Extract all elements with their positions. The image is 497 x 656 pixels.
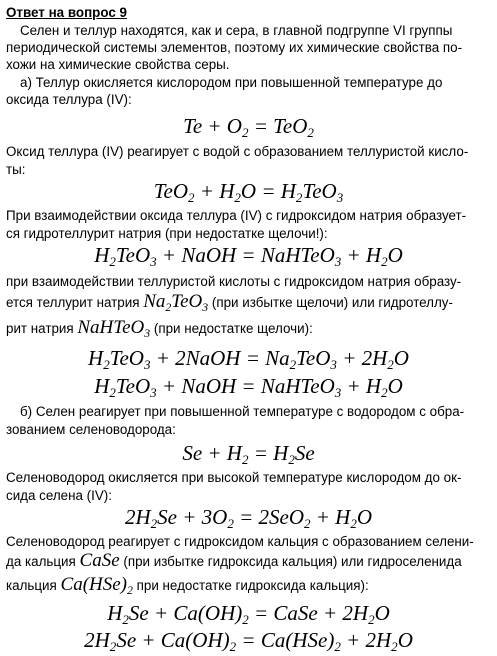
text-line: при взаимодействии теллуристой кислоты с гидроксидом натрия образу- bbox=[6, 274, 462, 289]
formula-text: TeO bbox=[115, 243, 151, 267]
equation bbox=[0, 243, 497, 270]
text-line-with-formula bbox=[6, 293, 492, 311]
formula-text: = H bbox=[248, 441, 289, 465]
text-fragment: при недостатке гидроксида кальция): bbox=[136, 578, 369, 593]
text-fragment: кальция bbox=[6, 578, 57, 593]
formula-subscript: 2 bbox=[109, 385, 116, 401]
formula-text: O bbox=[387, 374, 403, 398]
equation bbox=[0, 374, 497, 401]
formula-text: + H bbox=[341, 243, 382, 267]
formula-text: Se + Ca(OH) bbox=[128, 601, 243, 625]
formula-text: = 2SeO bbox=[233, 505, 304, 529]
text-line: оксида теллура (IV): bbox=[6, 92, 132, 107]
formula-text: + 2H bbox=[336, 346, 388, 370]
formula-text: TeO bbox=[109, 346, 144, 370]
formula-text: + 2H bbox=[340, 628, 392, 652]
formula-subscript: 2 bbox=[307, 125, 314, 141]
formula-subscript: 2 bbox=[387, 357, 394, 373]
formula-text: Na bbox=[143, 293, 166, 311]
formula-subscript: 3 bbox=[143, 357, 151, 373]
formula-subscript: 2 bbox=[127, 583, 133, 594]
formula-text: TeO bbox=[171, 293, 203, 311]
formula-text: Se + H bbox=[182, 441, 242, 465]
formula-subscript: 2 bbox=[229, 639, 237, 655]
equation bbox=[0, 114, 497, 141]
formula-text: TeO bbox=[153, 179, 189, 203]
text-line: Селен и теллур находятся, как и сера, в главной подгруппе VI группы bbox=[20, 23, 453, 38]
formula-text: O bbox=[393, 346, 409, 370]
formula-text: + 2NaOH = Na bbox=[150, 346, 290, 370]
formula-subscript: 3 bbox=[336, 190, 344, 206]
equation bbox=[0, 346, 497, 373]
formula-text: H bbox=[94, 374, 110, 398]
formula-nahteo3 bbox=[77, 319, 150, 337]
formula-subscript: 3 bbox=[144, 326, 151, 337]
formula-subscript: 2 bbox=[391, 639, 398, 655]
formula-subscript: 2 bbox=[165, 300, 172, 311]
text-line: хожи на химические свойства серы. bbox=[6, 57, 230, 72]
text-line: сида селена (IV): bbox=[6, 488, 112, 503]
formula-subscript: 3 bbox=[334, 385, 342, 401]
text-fragment: да кальция bbox=[6, 554, 76, 569]
formula-subscript: 3 bbox=[334, 254, 342, 270]
formula-text: + H bbox=[341, 374, 382, 398]
equation bbox=[0, 601, 497, 628]
formula-subscript: 3 bbox=[150, 254, 157, 270]
formula-text: = Ca(HSe) bbox=[236, 628, 335, 652]
formula-text: = TeO bbox=[248, 114, 308, 138]
text-line: б) Селен реагирует при повышенной температуре с водородом с обра- bbox=[20, 404, 465, 419]
text-line: Оксид теллура (IV) реагирует с водой с образованием теллуристой кисло- bbox=[6, 144, 469, 159]
formula-subscript: 2 bbox=[381, 254, 388, 270]
formula-subscript: 2 bbox=[234, 190, 241, 206]
formula-subscript: 2 bbox=[150, 516, 158, 532]
formula-text: Te + O bbox=[183, 114, 242, 138]
text-line: ся гидротеллурит натрия (при недостатке щелочи!): bbox=[6, 226, 328, 241]
text-line: Селеноводород окисляется при высокой температуре кислородом до ок- bbox=[6, 470, 462, 485]
text-line-with-formula bbox=[6, 552, 492, 570]
formula-text: TeO bbox=[115, 374, 151, 398]
formula-text: Se bbox=[294, 441, 315, 465]
equation bbox=[0, 628, 497, 655]
formula-text: Se + 3O bbox=[157, 505, 228, 529]
formula-subscript: 3 bbox=[150, 385, 157, 401]
formula-case bbox=[80, 552, 120, 570]
formula-text: TeO bbox=[302, 179, 337, 203]
formula-subscript: 2 bbox=[242, 612, 249, 628]
equation bbox=[0, 179, 497, 206]
text-line: периодической системы элементов, поэтому их химические свойства по- bbox=[6, 40, 463, 55]
text-fragment: ется теллурит натрия bbox=[6, 295, 140, 310]
formula-subscript: 2 bbox=[109, 254, 116, 270]
formula-text: 2H bbox=[124, 505, 151, 529]
formula-text: + H bbox=[310, 505, 351, 529]
formula-text: 2H bbox=[84, 628, 110, 652]
formula-text: H bbox=[88, 346, 104, 370]
formula-subscript: 2 bbox=[334, 639, 341, 655]
formula-subscript: 2 bbox=[288, 452, 295, 468]
text-line: При взаимодействии оксида теллура (IV) с гидроксидом натрия образует- bbox=[6, 208, 467, 223]
formula-cahse2 bbox=[61, 576, 133, 594]
formula-subscript: 2 bbox=[241, 452, 249, 468]
formula-text: O = H bbox=[240, 179, 296, 203]
text-line-with-formula bbox=[6, 319, 492, 337]
formula-text: CaSe bbox=[79, 552, 120, 570]
formula-subscript: 2 bbox=[289, 357, 297, 373]
formula-subscript: 2 bbox=[103, 357, 110, 373]
formula-text: Se + Ca(OH) bbox=[116, 628, 230, 652]
formula-subscript: 2 bbox=[241, 125, 249, 141]
formula-text: + NaOH = NaHTeO bbox=[156, 374, 335, 398]
formula-text: O bbox=[387, 243, 403, 267]
formula-subscript: 2 bbox=[350, 516, 357, 532]
text-line: а) Теллур окисляется кислородом при повышенной температуре до bbox=[20, 75, 443, 90]
text-line: ты: bbox=[6, 162, 26, 177]
formula-subscript: 2 bbox=[227, 516, 234, 532]
formula-subscript: 2 bbox=[381, 385, 388, 401]
formula-subscript: 3 bbox=[202, 300, 209, 311]
text-line: зованием селеноводорода: bbox=[6, 422, 176, 437]
formula-text: Ca(HSe) bbox=[60, 576, 128, 594]
formula-text: O bbox=[397, 628, 413, 652]
equation bbox=[0, 505, 497, 532]
formula-subscript: 2 bbox=[304, 516, 311, 532]
formula-text: O bbox=[356, 505, 373, 529]
text-fragment: (при избытке гидроксида кальция) или гидроселенида bbox=[123, 554, 462, 569]
formula-text: H bbox=[94, 243, 110, 267]
formula-subscript: 2 bbox=[368, 612, 375, 628]
formula-na2teo3 bbox=[143, 293, 208, 311]
formula-text: = CaSe + 2H bbox=[248, 601, 369, 625]
formula-text: O bbox=[374, 601, 390, 625]
text-fragment: (при недостатке щелочи): bbox=[153, 321, 313, 336]
formula-subscript: 2 bbox=[188, 190, 195, 206]
formula-subscript: 2 bbox=[122, 612, 129, 628]
equation bbox=[0, 441, 497, 468]
text-line-with-formula bbox=[6, 576, 492, 594]
formula-subscript: 3 bbox=[330, 357, 337, 373]
text-fragment: (при избытке щелочи) или гидротеллу- bbox=[211, 295, 453, 310]
formula-text: NaHTeO bbox=[77, 319, 145, 337]
formula-subscript: 2 bbox=[109, 639, 117, 655]
formula-subscript: 2 bbox=[295, 190, 303, 206]
text-line: Селеноводород реагирует с гидроксидом кальция с образованием селени- bbox=[6, 534, 474, 549]
formula-text: + NaOH = NaHTeO bbox=[156, 243, 335, 267]
text-fragment: рит натрия bbox=[6, 321, 74, 336]
formula-text: H bbox=[107, 601, 123, 625]
answer-title: Ответ на вопрос 9 bbox=[6, 5, 127, 20]
formula-text: TeO bbox=[296, 346, 331, 370]
formula-text: + H bbox=[194, 179, 235, 203]
